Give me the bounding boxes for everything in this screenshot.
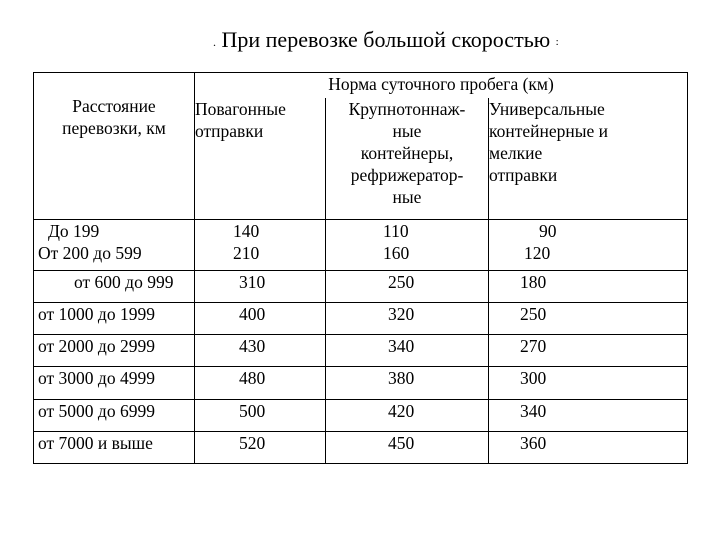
universal-value: 90 <box>539 220 557 241</box>
wagon-cell: 520 <box>195 431 326 463</box>
universal-cell: 340 <box>489 399 688 431</box>
wagon-cell: 430 <box>195 335 326 367</box>
distance-cell: от 1000 до 1999 <box>34 303 195 335</box>
header-large-line: ные <box>392 121 422 142</box>
wagon-cell <box>195 219 326 270</box>
large-containers-cell: 380 <box>326 367 489 399</box>
mileage-norm-table <box>33 72 688 464</box>
distance-cell: от 3000 до 4999 <box>34 367 195 399</box>
wagon-cell: 310 <box>195 270 326 302</box>
table-row <box>34 399 688 431</box>
universal-value: 120 <box>524 242 551 263</box>
page-title <box>213 22 559 58</box>
wagon-cell: 500 <box>195 399 326 431</box>
universal-cell: 300 <box>489 367 688 399</box>
header-distance-line: перевозки, км <box>62 118 166 138</box>
large-containers-cell: 340 <box>326 335 489 367</box>
header-universal <box>489 98 688 219</box>
distance-cell: от 600 до 999 <box>34 270 195 302</box>
large-containers-cell: 450 <box>326 431 489 463</box>
distance-cell: от 2000 до 2999 <box>34 335 195 367</box>
table-row <box>34 335 688 367</box>
large-containers-cell: 320 <box>326 303 489 335</box>
wagon-cell: 480 <box>195 367 326 399</box>
distance-cell <box>34 219 195 270</box>
universal-cell: 270 <box>489 335 688 367</box>
table-row <box>34 303 688 335</box>
universal-cell: 360 <box>489 431 688 463</box>
distance-cell: от 7000 и выше <box>34 431 195 463</box>
header-wagon <box>195 98 326 219</box>
header-large-line: ные <box>392 187 422 208</box>
distance-cell: от 5000 до 6999 <box>34 399 195 431</box>
distance-value: До 199 <box>48 220 100 241</box>
header-large-containers <box>326 98 489 219</box>
header-norm: Норма суточного пробега (км) <box>195 73 688 99</box>
table-row <box>34 431 688 463</box>
distance-value: От 200 до 599 <box>38 242 142 263</box>
header-distance-line: Расстояние <box>72 96 156 116</box>
table-row <box>34 270 688 302</box>
large-containers-cell <box>326 219 489 270</box>
header-wagon-line: отправки <box>195 121 264 142</box>
universal-cell: 180 <box>489 270 688 302</box>
title-text: При перевозке большой скоростью <box>221 27 551 52</box>
header-large-line: контейнеры, <box>360 143 454 164</box>
title-prefix: . <box>213 34 216 49</box>
wagon-value: 140 <box>233 220 260 241</box>
universal-cell: 250 <box>489 303 688 335</box>
wagon-value: 210 <box>233 242 260 263</box>
large-containers-value: 160 <box>383 242 410 263</box>
title-suffix: : <box>555 35 559 48</box>
universal-cell <box>489 219 688 270</box>
large-containers-cell: 420 <box>326 399 489 431</box>
header-distance <box>34 73 195 220</box>
header-wagon-line: Повагонные <box>195 99 286 120</box>
header-large-line: Крупнотоннаж- <box>348 99 466 120</box>
header-large-line: рефрижератор- <box>350 165 464 186</box>
large-containers-cell: 250 <box>326 270 489 302</box>
header-universal-line: мелкие <box>489 143 543 164</box>
table-row <box>34 367 688 399</box>
header-universal-line: Универсальные <box>489 99 605 120</box>
header-universal-line: отправки <box>489 165 558 186</box>
table-row <box>34 219 688 270</box>
wagon-cell: 400 <box>195 303 326 335</box>
large-containers-value: 110 <box>383 220 409 241</box>
header-universal-line: контейнерные и <box>489 121 609 142</box>
